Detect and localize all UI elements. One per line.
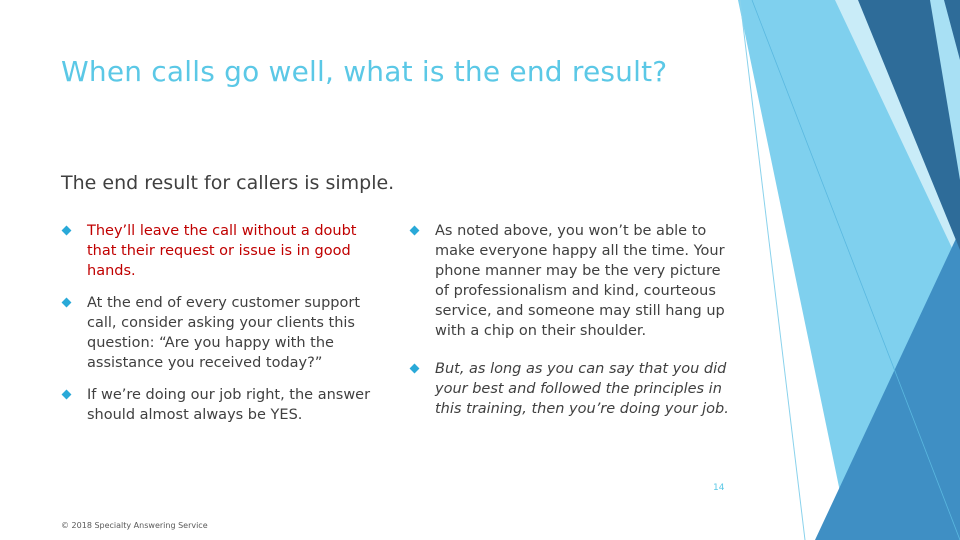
bullet-text: They’ll leave the call without a doubt that their request or issue is in good hands. — [87, 223, 357, 279]
diamond-bullet-icon — [410, 364, 420, 374]
bullet-item — [61, 293, 381, 373]
left-bullet-list — [61, 221, 381, 437]
slide-subtitle: The end result for callers is simple. — [61, 172, 395, 194]
bullet-item — [409, 359, 739, 419]
right-bullet-list — [409, 221, 739, 437]
page-number: 14 — [713, 483, 725, 493]
bullet-text: If we’re doing our job right, the answer should almost always be YES. — [87, 387, 371, 423]
bullet-text: But, as long as you can say that you did your best and followed the principles in this training, then you’re doing your job. — [435, 361, 729, 417]
bullet-text: As noted above, you won’t be able to make everyone happy all the time. Your phone manner may be the very picture of professionalism and kind, courteous service, and someone may still hang up with a chip on their shoulder. — [435, 223, 725, 339]
diamond-bullet-icon — [62, 298, 72, 308]
diamond-bullet-icon — [410, 226, 420, 236]
footer-copyright: © 2018 Specialty Answering Service — [61, 521, 208, 530]
bullet-item — [61, 385, 381, 425]
bullet-item — [409, 221, 739, 341]
slide-title: When calls go well, what is the end result? — [61, 55, 668, 88]
diamond-bullet-icon — [62, 390, 72, 400]
bullet-text: At the end of every customer support call, consider asking your clients this question: “Are you happy with the assistance you received today?” — [87, 295, 361, 371]
diamond-bullet-icon — [62, 226, 72, 236]
bullet-item — [61, 221, 381, 281]
